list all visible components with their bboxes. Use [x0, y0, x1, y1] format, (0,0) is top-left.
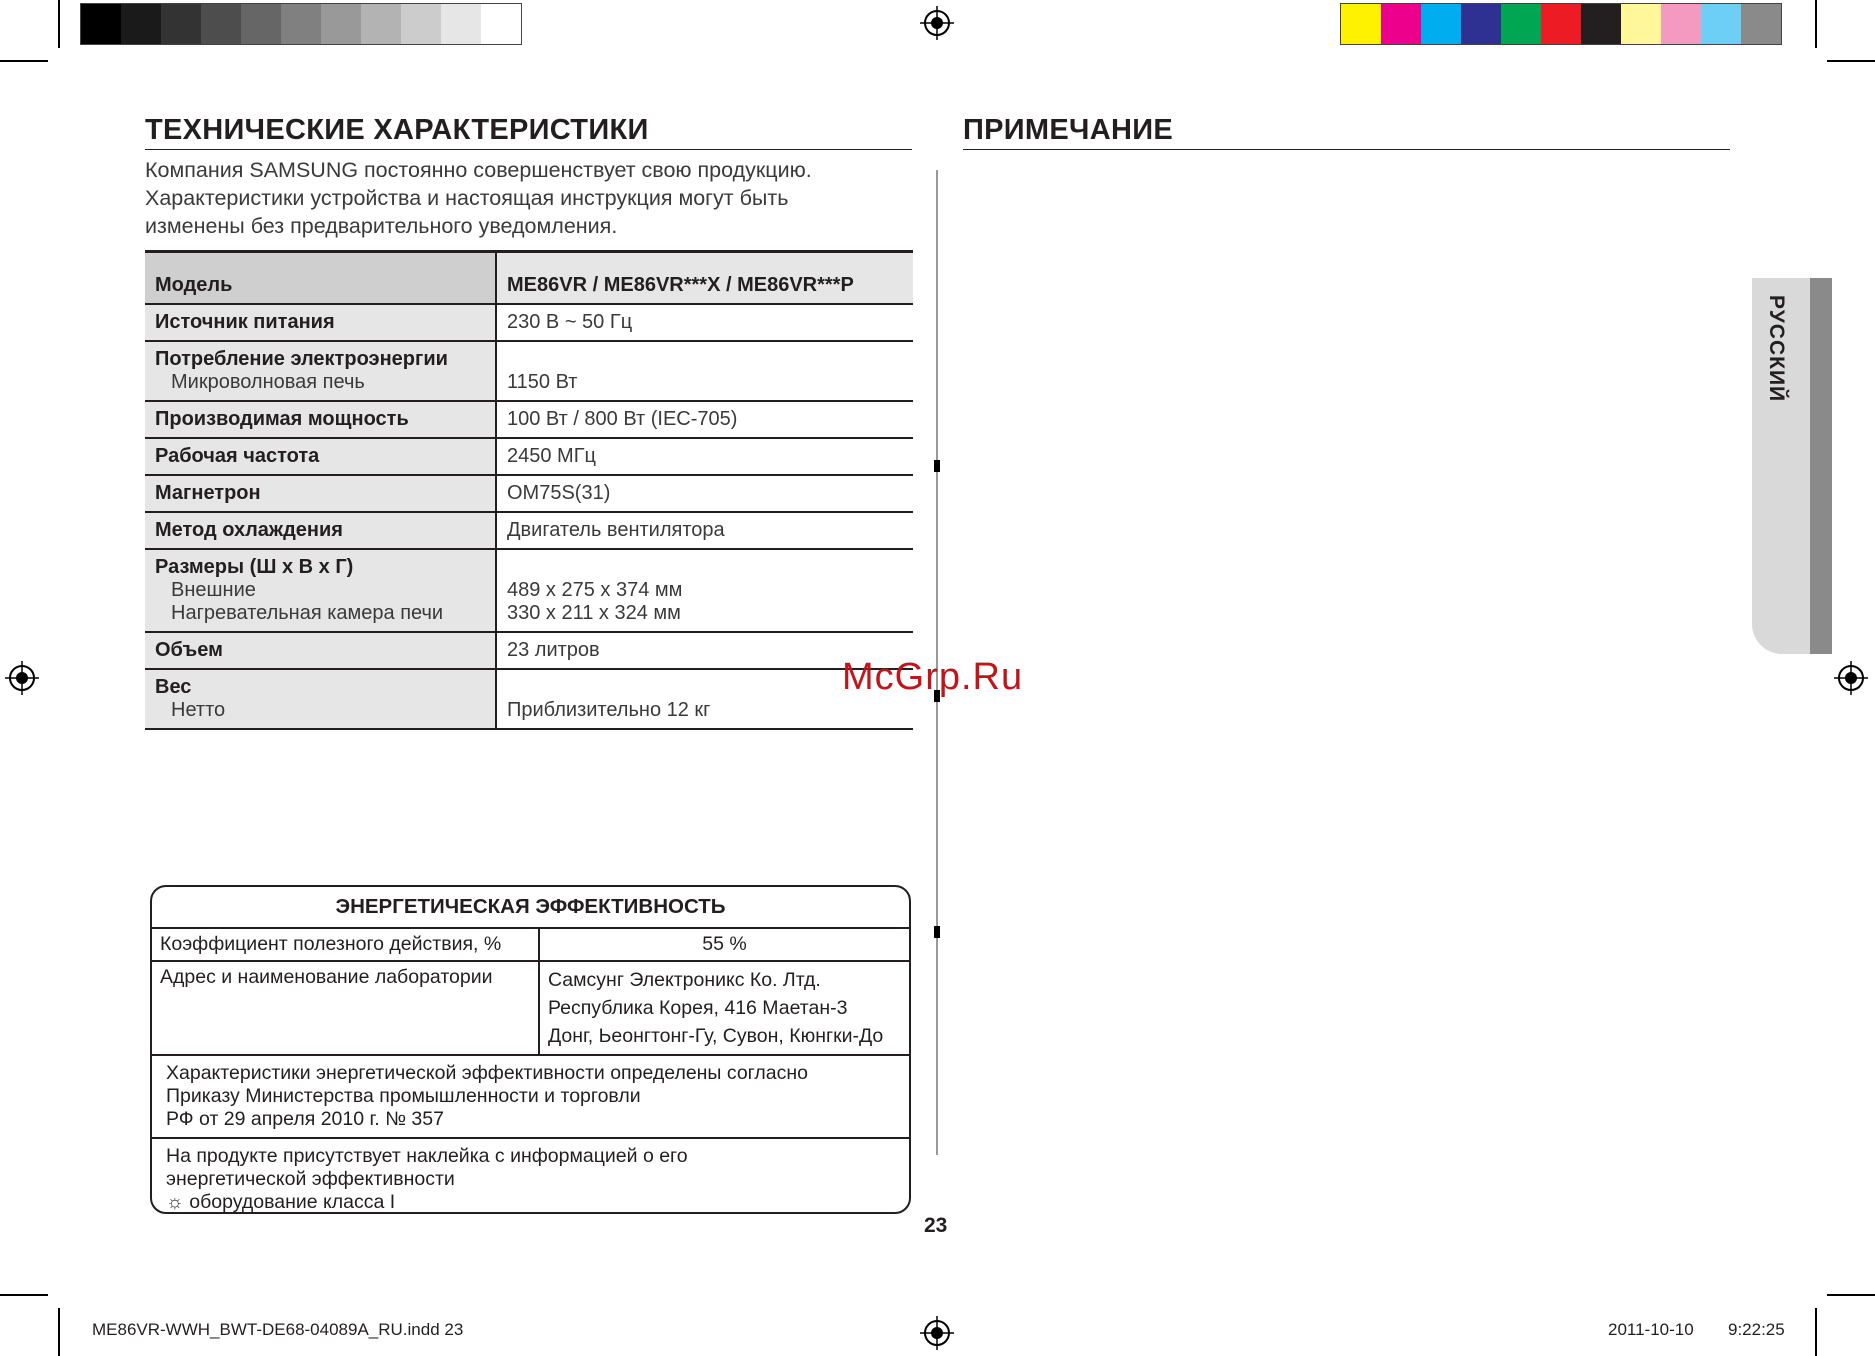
spec-row [145, 669, 913, 729]
lab-label: Адрес и наименование лаборатории [152, 961, 539, 1055]
page-number: 23 [924, 1214, 948, 1237]
spec-value-line: 330 x 211 x 324 мм [507, 602, 681, 624]
efficiency-value: 55 % [539, 928, 909, 961]
spec-sub-label: Микроволновая печь [171, 371, 365, 393]
spec-row [145, 512, 913, 549]
model-label: Модель [145, 252, 496, 305]
crop-mark [0, 60, 48, 62]
color-swatch [1341, 4, 1381, 44]
spec-key-label: Производимая мощность [155, 408, 409, 430]
spec-value-line: 489 x 275 x 374 мм [507, 579, 683, 601]
lab-line: Самсунг Электроникс Ко. Лтд. [548, 969, 821, 991]
color-swatch [441, 4, 481, 44]
spec-value [496, 475, 913, 512]
color-swatch [161, 4, 201, 44]
spec-value-line: Двигатель вентилятора [507, 519, 725, 541]
color-swatch [1701, 4, 1741, 44]
spec-key-label: Магнетрон [155, 482, 261, 504]
lab-line: Республика Корея, 416 Маетан-3 [548, 997, 848, 1019]
spec-sub-label: Нагревательная камера печи [171, 602, 444, 624]
spec-header-row [145, 252, 913, 305]
spec-key-label: Рабочая частота [155, 445, 320, 467]
color-swatch [241, 4, 281, 44]
spec-value-line: OM75S(31) [507, 482, 611, 504]
spec-value-line: 230 В ~ 50 Гц [507, 311, 633, 333]
color-swatch [1461, 4, 1501, 44]
spec-value-line: 1150 Вт [507, 371, 578, 393]
spec-value-line: 23 литров [507, 639, 600, 661]
spec-key [145, 304, 496, 341]
color-swatch [481, 4, 521, 44]
color-swatch [121, 4, 161, 44]
spec-key-label: Объем [155, 639, 223, 661]
color-swatch [1741, 4, 1781, 44]
color-swatch [281, 4, 321, 44]
spec-value-line: Приблизительно 12 кг [507, 699, 711, 721]
language-tab-label: РУССКИЙ [1765, 295, 1788, 403]
note-line: Приказу Министерства промышленности и торговли [166, 1085, 641, 1107]
intro-line: Характеристики устройства и настоящая инструкция могут быть [145, 186, 789, 210]
lab-line: Донг, Ьеонгтонг-Гу, Сувон, Кюнгки-До [548, 1025, 884, 1047]
spec-row [145, 475, 913, 512]
spec-table [145, 250, 913, 730]
spec-value [496, 438, 913, 475]
note-line: На продукте присутствует наклейка с информацией о его [166, 1145, 688, 1167]
registration-mark-icon [920, 6, 954, 40]
spec-key-label: Вес [155, 676, 192, 698]
spec-row [145, 438, 913, 475]
spec-value [496, 401, 913, 438]
color-swatch [81, 4, 121, 44]
registration-mark-icon [5, 661, 39, 695]
energy-note-label [152, 1138, 909, 1214]
color-swatch [1541, 4, 1581, 44]
crop-mark [1827, 60, 1875, 62]
color-swatch [1581, 4, 1621, 44]
color-swatch [1501, 4, 1541, 44]
spec-row [145, 549, 913, 632]
note-line: энергетической эффективности [166, 1168, 455, 1190]
color-bar [1340, 3, 1782, 45]
energy-title: ЭНЕРГЕТИЧЕСКАЯ ЭФФЕКТИВНОСТЬ [152, 887, 909, 928]
spec-sub-label: Нетто [171, 699, 226, 721]
footer-date: 2011-10-10 [1608, 1320, 1694, 1339]
spec-row [145, 304, 913, 341]
intro-line: Компания SAMSUNG постоянно совершенствует свою продукцию. [145, 158, 812, 182]
divider-tick [934, 926, 940, 938]
crop-mark [58, 1308, 60, 1356]
spec-key [145, 341, 496, 401]
grayscale-bar [80, 3, 522, 45]
crop-mark [1815, 0, 1817, 48]
model-value: ME86VR / ME86VR***X / ME86VR***P [496, 252, 913, 305]
spec-key [145, 512, 496, 549]
color-swatch [401, 4, 441, 44]
spec-key [145, 438, 496, 475]
color-swatch [1381, 4, 1421, 44]
intro-text [145, 156, 905, 240]
crop-mark [0, 1294, 48, 1296]
spec-key [145, 475, 496, 512]
note-line: РФ от 29 апреля 2010 г. № 357 [166, 1108, 444, 1130]
watermark: McGrp.Ru [842, 656, 1024, 698]
spec-key-label: Источник питания [155, 311, 335, 333]
spec-value-line: 100 Вт / 800 Вт (IEC-705) [507, 408, 738, 430]
intro-line: изменены без предварительного уведомления. [145, 214, 618, 238]
spec-row [145, 632, 913, 669]
spec-value-line: 2450 МГц [507, 445, 596, 467]
spec-value [496, 549, 913, 632]
spec-value [496, 512, 913, 549]
color-swatch [321, 4, 361, 44]
spec-key [145, 549, 496, 632]
spec-title: ТЕХНИЧЕСКИЕ ХАРАКТЕРИСТИКИ [145, 114, 912, 150]
spec-body [145, 304, 913, 729]
color-swatch [1421, 4, 1461, 44]
spec-value [496, 341, 913, 401]
color-swatch [361, 4, 401, 44]
efficiency-label: Коэффициент полезного действия, % [152, 928, 539, 961]
note-title: ПРИМЕЧАНИЕ [963, 114, 1730, 150]
spec-key [145, 632, 496, 669]
spec-row [145, 401, 913, 438]
footer-file: ME86VR-WWH_BWT-DE68-04089A_RU.indd 23 [92, 1320, 464, 1339]
note-line: Характеристики энергетической эффективности определены согласно [166, 1062, 808, 1084]
color-swatch [1621, 4, 1661, 44]
crop-mark [58, 0, 60, 48]
color-swatch [201, 4, 241, 44]
registration-mark-icon [920, 1316, 954, 1350]
spec-sub-label: Внешние [171, 579, 256, 601]
crop-mark [1827, 1294, 1875, 1296]
spec-row [145, 341, 913, 401]
spec-key-label: Метод охлаждения [155, 519, 343, 541]
crop-mark [1815, 1308, 1817, 1356]
spec-key [145, 401, 496, 438]
registration-mark-icon [1834, 661, 1868, 695]
spec-key-label: Размеры (Ш x В x Г) [155, 556, 354, 578]
divider-tick [934, 460, 940, 472]
note-line: ☼ оборудование класса I [166, 1191, 396, 1213]
energy-efficiency-box [150, 885, 911, 1214]
footer-time: 9:22:25 [1728, 1320, 1785, 1339]
spec-key [145, 669, 496, 729]
lab-value [539, 961, 909, 1055]
color-swatch [1661, 4, 1701, 44]
spec-value [496, 304, 913, 341]
spec-key-label: Потребление электроэнергии [155, 348, 448, 370]
energy-note-standard [152, 1055, 909, 1138]
